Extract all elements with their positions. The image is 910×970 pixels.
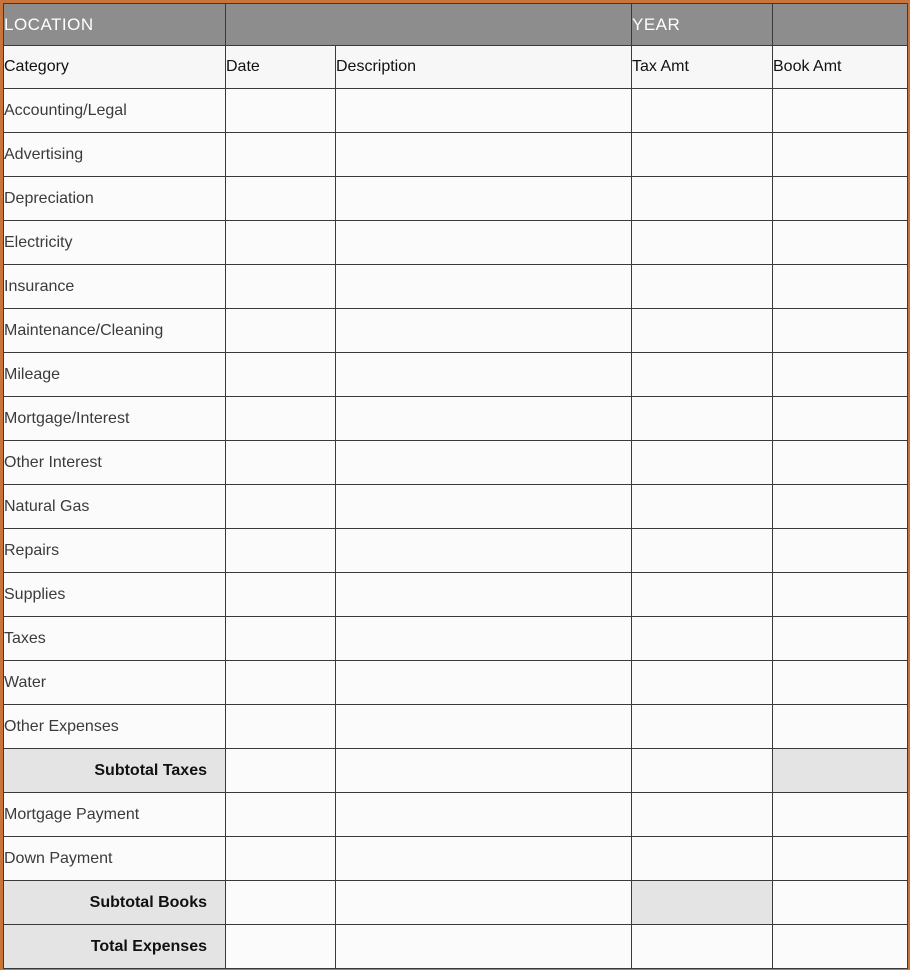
cell-book-amt[interactable] — [773, 837, 908, 881]
cell-tax-amt[interactable] — [632, 661, 773, 705]
cell-description[interactable] — [336, 89, 632, 133]
cell-date[interactable] — [226, 89, 336, 133]
cell-book-amt[interactable] — [773, 617, 908, 661]
cell-description[interactable] — [336, 221, 632, 265]
cell-tax-amt[interactable] — [632, 441, 773, 485]
cell-book-amt[interactable] — [773, 705, 908, 749]
year-label: YEAR — [632, 4, 773, 46]
cell-book-amt[interactable] — [773, 925, 908, 969]
cell-description[interactable] — [336, 265, 632, 309]
cell-tax-amt[interactable] — [632, 133, 773, 177]
cell-tax-amt[interactable] — [632, 705, 773, 749]
row-category-label: Other Interest — [4, 441, 226, 485]
table-row — [4, 705, 908, 749]
cell-date[interactable] — [226, 749, 336, 793]
cell-book-amt[interactable] — [773, 353, 908, 397]
cell-description[interactable] — [336, 133, 632, 177]
expense-table — [3, 3, 908, 969]
table-row — [4, 837, 908, 881]
table-row — [4, 617, 908, 661]
cell-tax-amt[interactable] — [632, 221, 773, 265]
row-category-label: Other Expenses — [4, 705, 226, 749]
table-row — [4, 265, 908, 309]
summary-row — [4, 749, 908, 793]
row-category-label: Taxes — [4, 617, 226, 661]
cell-date[interactable] — [226, 177, 336, 221]
row-category-label: Accounting/Legal — [4, 89, 226, 133]
table-row — [4, 793, 908, 837]
cell-book-amt[interactable] — [773, 265, 908, 309]
cell-date[interactable] — [226, 617, 336, 661]
banner-row — [4, 4, 908, 46]
row-category-label: Natural Gas — [4, 485, 226, 529]
table-row — [4, 89, 908, 133]
cell-tax-amt[interactable] — [632, 617, 773, 661]
row-category-label: Electricity — [4, 221, 226, 265]
table-row — [4, 353, 908, 397]
row-category-label: Mileage — [4, 353, 226, 397]
cell-description[interactable] — [336, 837, 632, 881]
cell-tax-amt[interactable] — [632, 177, 773, 221]
table-row — [4, 133, 908, 177]
cell-book-amt[interactable] — [773, 221, 908, 265]
cell-book-amt[interactable] — [773, 309, 908, 353]
cell-book-amt[interactable] — [773, 485, 908, 529]
table-row — [4, 221, 908, 265]
summary-row — [4, 925, 908, 969]
cell-tax-amt[interactable] — [632, 925, 773, 969]
cell-tax-amt[interactable] — [632, 353, 773, 397]
cell-date[interactable] — [226, 705, 336, 749]
cell-date[interactable] — [226, 353, 336, 397]
cell-date[interactable] — [226, 221, 336, 265]
column-header-book-amt: Book Amt — [773, 46, 908, 89]
cell-description[interactable] — [336, 353, 632, 397]
table-row — [4, 573, 908, 617]
cell-book-amt[interactable] — [773, 133, 908, 177]
cell-tax-amt[interactable] — [632, 397, 773, 441]
cell-date[interactable] — [226, 309, 336, 353]
cell-date[interactable] — [226, 441, 336, 485]
cell-tax-amt[interactable] — [632, 837, 773, 881]
cell-tax-amt[interactable] — [632, 89, 773, 133]
cell-tax-amt[interactable] — [632, 485, 773, 529]
cell-book-amt[interactable] — [773, 793, 908, 837]
cell-book-amt[interactable] — [773, 397, 908, 441]
row-category-label: Mortgage Payment — [4, 793, 226, 837]
cell-description[interactable] — [336, 749, 632, 793]
location-value-field[interactable] — [226, 4, 632, 46]
cell-book-amt[interactable] — [773, 441, 908, 485]
cell-description[interactable] — [336, 881, 632, 925]
cell-description[interactable] — [336, 485, 632, 529]
table-row — [4, 661, 908, 705]
row-category-label: Mortgage/Interest — [4, 397, 226, 441]
table-row — [4, 441, 908, 485]
row-category-label: Maintenance/Cleaning — [4, 309, 226, 353]
cell-description[interactable] — [336, 793, 632, 837]
cell-description[interactable] — [336, 309, 632, 353]
table-row — [4, 177, 908, 221]
cell-book-amt[interactable] — [773, 661, 908, 705]
row-category-label: Insurance — [4, 265, 226, 309]
cell-book-amt[interactable] — [773, 573, 908, 617]
column-header-date: Date — [226, 46, 336, 89]
cell-tax-amt[interactable] — [632, 793, 773, 837]
cell-date[interactable] — [226, 485, 336, 529]
cell-description[interactable] — [336, 441, 632, 485]
table-row — [4, 485, 908, 529]
row-category-label: Water — [4, 661, 226, 705]
cell-description[interactable] — [336, 705, 632, 749]
summary-label: Subtotal Books — [4, 881, 226, 925]
cell-date[interactable] — [226, 397, 336, 441]
cell-tax-amt[interactable] — [632, 265, 773, 309]
cell-tax-amt[interactable] — [632, 529, 773, 573]
cell-date[interactable] — [226, 837, 336, 881]
cell-description[interactable] — [336, 661, 632, 705]
cell-date[interactable] — [226, 265, 336, 309]
cell-description[interactable] — [336, 397, 632, 441]
row-category-label: Repairs — [4, 529, 226, 573]
row-category-label: Supplies — [4, 573, 226, 617]
cell-date[interactable] — [226, 133, 336, 177]
cell-tax-amt[interactable] — [632, 309, 773, 353]
cell-tax-amt[interactable] — [632, 573, 773, 617]
cell-description[interactable] — [336, 573, 632, 617]
column-header-tax-amt: Tax Amt — [632, 46, 773, 89]
cell-description[interactable] — [336, 177, 632, 221]
cell-description[interactable] — [336, 529, 632, 573]
column-header-description: Description — [336, 46, 632, 89]
cell-tax-amt[interactable] — [632, 749, 773, 793]
cell-book-amt[interactable] — [773, 177, 908, 221]
cell-date[interactable] — [226, 793, 336, 837]
table-row — [4, 397, 908, 441]
year-value-field[interactable] — [773, 4, 908, 46]
row-category-label: Down Payment — [4, 837, 226, 881]
cell-date[interactable] — [226, 573, 336, 617]
row-category-label: Advertising — [4, 133, 226, 177]
cell-book-amt[interactable] — [773, 529, 908, 573]
summary-label: Total Expenses — [4, 925, 226, 969]
cell-date[interactable] — [226, 881, 336, 925]
cell-book-amt[interactable] — [773, 749, 908, 793]
cell-date[interactable] — [226, 661, 336, 705]
table-body — [4, 4, 908, 969]
summary-row — [4, 881, 908, 925]
cell-description[interactable] — [336, 925, 632, 969]
cell-date[interactable] — [226, 925, 336, 969]
cell-book-amt[interactable] — [773, 881, 908, 925]
table-row — [4, 309, 908, 353]
column-header-row — [4, 46, 908, 89]
row-category-label: Depreciation — [4, 177, 226, 221]
cell-description[interactable] — [336, 617, 632, 661]
summary-label: Subtotal Taxes — [4, 749, 226, 793]
cell-tax-amt[interactable] — [632, 881, 773, 925]
table-row — [4, 529, 908, 573]
location-label: LOCATION — [4, 4, 226, 46]
column-header-category: Category — [4, 46, 226, 89]
cell-book-amt[interactable] — [773, 89, 908, 133]
cell-date[interactable] — [226, 529, 336, 573]
